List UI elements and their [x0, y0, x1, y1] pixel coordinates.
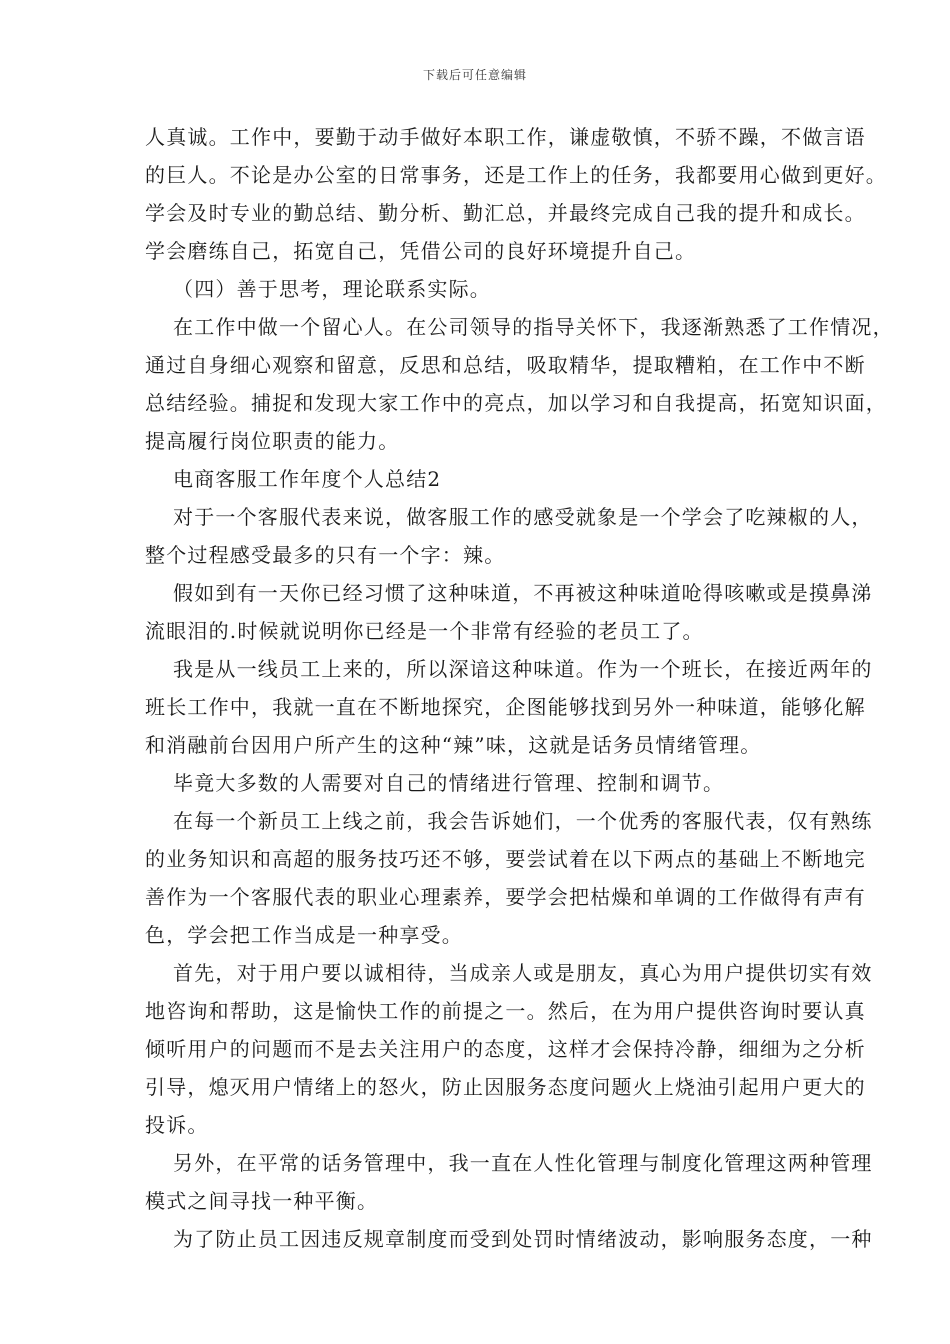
text-line: 色，学会把工作当成是一种享受。 — [145, 923, 463, 947]
text-line: 学会及时专业的勤总结、勤分析、勤汇总，并最终完成自己我的提升和成长。 — [145, 201, 866, 225]
text-line: 通过自身细心观察和留意，反思和总结，吸取精华，提取糟粕，在工作中不断 — [145, 353, 866, 377]
text-line: 在工作中做一个留心人。在公司领导的指导关怀下，我逐渐熟悉了工作情况， — [173, 315, 894, 339]
text-line: 电商客服工作年度个人总结2 — [173, 467, 442, 491]
text-line: 模式之间寻找一种平衡。 — [145, 1189, 379, 1213]
text-line: 对于一个客服代表来说，做客服工作的感受就象是一个学会了吃辣椒的人， — [173, 505, 873, 529]
text-line: 提高履行岗位职责的能力。 — [145, 429, 400, 453]
text-line: 引导，熄灭用户情绪上的怒火，防止因服务态度问题火上烧油引起用户更大的 — [145, 1075, 866, 1099]
text-line: 倾听用户的问题而不是去关注用户的态度，这样才会保持冷静，细细为之分析 — [145, 1037, 866, 1061]
text-line: 为了防止员工因违反规章制度而受到处罚时情绪波动，影响服务态度，一种 — [173, 1227, 873, 1251]
text-line: 毕竟大多数的人需要对自己的情绪进行管理、控制和调节。 — [173, 771, 725, 795]
text-line: 在每一个新员工上线之前，我会告诉她们，一个优秀的客服代表，仅有熟练 — [173, 809, 873, 833]
text-line: （四）善于思考，理论联系实际。 — [173, 277, 491, 301]
document-body — [145, 118, 894, 1258]
text-line: 总结经验。捕捉和发现大家工作中的亮点，加以学习和自我提高，拓宽知识面， — [145, 391, 887, 415]
text-line: 的业务知识和高超的服务技巧还不够，要尝试着在以下两点的基础上不断地完 — [145, 847, 866, 871]
page-header-note: 下载后可任意编辑 — [422, 68, 527, 82]
text-line: 地咨询和帮助，这是愉快工作的前提之一。然后，在为用户提供咨询时要认真 — [145, 999, 866, 1023]
text-line: 人真诚。工作中，要勤于动手做好本职工作，谦虚敬慎，不骄不躁，不做言语 — [145, 125, 866, 149]
text-line: 善作为一个客服代表的职业心理素养，要学会把枯燥和单调的工作做得有声有 — [145, 885, 866, 909]
text-line: 我是从一线员工上来的，所以深谙这种味道。作为一个班长，在接近两年的 — [173, 657, 873, 681]
text-line: 班长工作中，我就一直在不断地探究，企图能够找到另外一种味道，能够化解 — [145, 695, 866, 719]
text-line: 和消融前台因用户所产生的这种“辣”味，这就是话务员情绪管理。 — [145, 733, 762, 757]
text-line: 学会磨练自己，拓宽自己，凭借公司的良好环境提升自己。 — [145, 239, 697, 263]
text-line: 的巨人。不论是办公室的日常事务，还是工作上的任务，我都要用心做到更好。 — [145, 163, 887, 187]
text-line: 流眼泪的.时候就说明你已经是一个非常有经验的老员工了。 — [145, 619, 704, 643]
text-line: 整个过程感受最多的只有一个字：辣。 — [145, 543, 506, 567]
text-line: 投诉。 — [145, 1113, 209, 1137]
text-line: 另外，在平常的话务管理中，我一直在人性化管理与制度化管理这两种管理 — [173, 1151, 873, 1175]
text-line: 首先，对于用户要以诚相待，当成亲人或是朋友，真心为用户提供切实有效 — [173, 961, 873, 985]
text-line: 假如到有一天你已经习惯了这种味道，不再被这种味道呛得咳嗽或是摸鼻涕 — [173, 581, 873, 605]
